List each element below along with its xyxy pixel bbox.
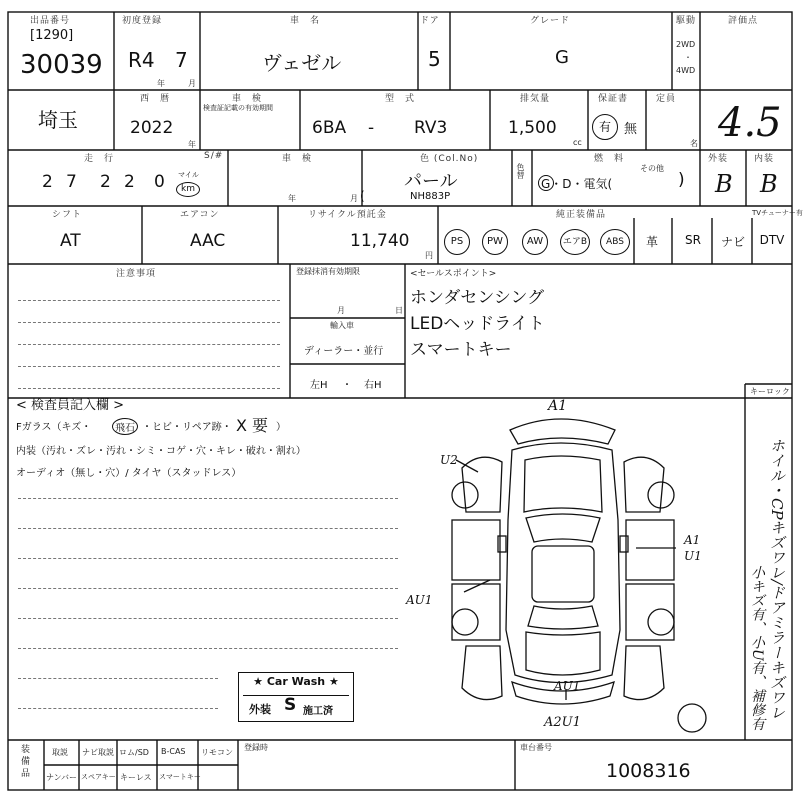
drive-label: 駆動 bbox=[676, 16, 697, 26]
aircon-label: エアコン bbox=[180, 210, 220, 220]
color-label: 色 (Col.No) bbox=[420, 154, 479, 164]
left-front-door-shape bbox=[452, 520, 500, 580]
footer-item: ロム/SD bbox=[119, 748, 149, 757]
wheel-rr-shape bbox=[648, 609, 674, 635]
car-wash-grade: S bbox=[284, 695, 297, 715]
mark-left-side: AU1 bbox=[406, 593, 433, 607]
caution-line bbox=[18, 366, 280, 367]
fuel-other-label: その他 bbox=[640, 164, 664, 173]
right-quarter-shape bbox=[624, 646, 664, 700]
reg-era: R4 bbox=[128, 48, 155, 72]
month-unit-3: 月 bbox=[350, 194, 358, 203]
equip-airbag: エアB bbox=[560, 229, 590, 255]
footer-item: ナンバー bbox=[46, 773, 78, 782]
footer-item: リモコン bbox=[201, 748, 233, 757]
sales-points-label: <セールスポイント> bbox=[410, 269, 497, 279]
footer-other-label: 登録時 bbox=[244, 743, 268, 752]
car-wash-right: 施工済 bbox=[303, 706, 333, 717]
inspector-line bbox=[18, 558, 398, 559]
interior-score: B bbox=[760, 170, 778, 198]
equip-abs: ABS bbox=[600, 229, 630, 255]
chassis-label: 車台番号 bbox=[520, 743, 552, 752]
repaint-label: 色替 bbox=[516, 163, 525, 179]
aircon-value: AAC bbox=[190, 231, 226, 251]
trunk-shape bbox=[526, 632, 600, 675]
equipment-label: 純正装備品 bbox=[556, 210, 607, 220]
model-label: 型 式 bbox=[385, 94, 416, 104]
shift-label: シフト bbox=[52, 210, 83, 220]
sales-point: LEDヘッドライト bbox=[410, 314, 545, 334]
shift-value: AT bbox=[60, 231, 81, 251]
car-name-label: 車 名 bbox=[290, 16, 321, 26]
key-lock-label: キーロック bbox=[750, 387, 790, 396]
color-value: パール bbox=[404, 171, 458, 192]
inspector-line bbox=[18, 498, 398, 499]
equip-aw: AW bbox=[522, 229, 548, 255]
vertical-note-1: ホイル・CPキズワレ/ドアミラーキズワレ bbox=[768, 438, 786, 720]
hood-shape bbox=[524, 456, 602, 512]
footer-item: B-CAS bbox=[161, 747, 186, 756]
paren-open: ( bbox=[360, 189, 365, 203]
recycle-label: リサイクル預託金 bbox=[308, 210, 387, 220]
import-value: ディーラー・並行 bbox=[304, 346, 384, 357]
reg-day-unit: 日 bbox=[395, 306, 403, 315]
left-quarter-shape bbox=[462, 646, 502, 700]
left-rear-door-shape bbox=[452, 584, 500, 640]
inspector-line-audio: オーディオ（無し・穴）/ タイヤ（スタッドレス） bbox=[16, 468, 242, 479]
drive-dot: ・ bbox=[684, 53, 692, 62]
exhibit-no-label: 出品番号 bbox=[30, 16, 71, 26]
displacement-value: 1,500 bbox=[508, 118, 557, 138]
exhibit-number: 30039 bbox=[20, 50, 103, 80]
inspector-line bbox=[18, 708, 218, 709]
fuel-label: 燃 料 bbox=[594, 154, 625, 164]
fuel-options: G・D・電気( bbox=[541, 177, 613, 191]
mirror-right-shape bbox=[620, 536, 628, 552]
caution-line bbox=[18, 300, 280, 301]
leader-u2 bbox=[456, 460, 478, 472]
mark-rear-bumper: AU1 bbox=[554, 679, 581, 693]
leader-left bbox=[464, 580, 490, 592]
car-name: ヴェゼル bbox=[262, 51, 342, 75]
exterior-score: B bbox=[715, 170, 733, 198]
warranty-label: 保証書 bbox=[598, 94, 629, 104]
interior-label: 内装 bbox=[754, 154, 775, 164]
reg-month: 7 bbox=[175, 48, 188, 72]
right-fender-shape bbox=[624, 457, 664, 512]
grade-label: グレード bbox=[530, 16, 571, 26]
lane-number: [1290] bbox=[30, 28, 74, 43]
inspection-label: 車 検 bbox=[232, 94, 263, 104]
spare-tire-shape bbox=[678, 704, 706, 732]
mileage-digit: 0 bbox=[154, 172, 165, 192]
roof-shape bbox=[532, 546, 594, 602]
year-unit-2: 年 bbox=[188, 140, 196, 149]
drive-4wd: 4WD bbox=[676, 66, 696, 75]
reg-expiry-label: 登録抹消有効期限 bbox=[296, 267, 360, 276]
right-rear-door-shape bbox=[626, 584, 674, 640]
mark-right-2: U1 bbox=[684, 549, 702, 563]
chassis-number: 1008316 bbox=[606, 760, 691, 782]
body-outline-shape bbox=[506, 443, 620, 683]
inspector-title: < 検査員記入欄 > bbox=[16, 398, 125, 413]
wheel-lr-shape bbox=[452, 609, 478, 635]
mileage-label: 走 行 bbox=[84, 154, 115, 164]
door-label: ドア bbox=[420, 16, 440, 26]
inspector-line bbox=[18, 648, 398, 649]
inspection-sub: 検査証記載の有効期間 bbox=[203, 104, 273, 112]
warranty-yes: 有 bbox=[592, 114, 618, 140]
mileage-unit-km: km bbox=[176, 182, 200, 197]
model-code: RV3 bbox=[414, 118, 448, 138]
year-value: 2022 bbox=[130, 118, 174, 138]
month-unit: 月 bbox=[188, 79, 196, 88]
capacity-label: 定員 bbox=[656, 94, 677, 104]
caution-line bbox=[18, 344, 280, 345]
mileage-digit: 2 bbox=[124, 172, 135, 192]
year-unit: 年 bbox=[157, 79, 165, 88]
car-wash-left: 外装 bbox=[249, 703, 271, 716]
inspector-line bbox=[18, 678, 218, 679]
sales-point: スマートキー bbox=[410, 340, 512, 360]
cc-unit: cc bbox=[573, 138, 582, 147]
front-bumper-shape bbox=[510, 419, 615, 444]
person-unit: 名 bbox=[690, 139, 698, 148]
car-wash-stamp bbox=[238, 672, 354, 722]
model-prefix: 6BA bbox=[312, 118, 347, 138]
mileage-digit: 2 bbox=[100, 172, 111, 192]
fuel-close: ) bbox=[678, 170, 685, 190]
inspector-line bbox=[18, 618, 398, 619]
import-label: 輸入車 bbox=[330, 321, 354, 330]
mirror-left-shape bbox=[498, 536, 506, 552]
year-unit-3: 年 bbox=[288, 194, 296, 203]
yen-unit: 円 bbox=[425, 251, 433, 260]
footer-equip-label: 装備品 bbox=[19, 744, 29, 780]
caution-line bbox=[18, 322, 280, 323]
overall-score: 4.5 bbox=[718, 100, 782, 146]
mark-left-front: U2 bbox=[440, 453, 458, 467]
grade-value: G bbox=[555, 47, 569, 68]
left-fender-shape bbox=[462, 457, 502, 512]
year-label: 西 暦 bbox=[140, 94, 171, 104]
mark-front: A1 bbox=[548, 398, 568, 414]
tv-tuner-label: TVチューナー有 bbox=[752, 209, 803, 217]
mark-rear: A2U1 bbox=[544, 715, 581, 730]
equip-sunroof: SR bbox=[685, 233, 701, 247]
handle-right: 右H bbox=[364, 380, 382, 391]
caution-label: 注意事項 bbox=[116, 269, 157, 279]
car-wash-title: ★ Car Wash ★ bbox=[253, 675, 339, 688]
sales-point: ホンダセンシング bbox=[410, 288, 545, 308]
mark-right-1: A1 bbox=[684, 533, 701, 547]
location: 埼玉 bbox=[38, 108, 78, 132]
mileage-digit: 2 bbox=[42, 172, 53, 192]
equip-ps: PS bbox=[444, 229, 470, 255]
recycle-fee: 11,740 bbox=[350, 231, 410, 251]
caution-line bbox=[18, 388, 280, 389]
footer-item: スペアキー bbox=[81, 773, 116, 781]
footer-item: スマートキー bbox=[159, 773, 201, 781]
exterior-label: 外装 bbox=[708, 154, 729, 164]
windshield-shape bbox=[526, 514, 600, 542]
warranty-no: 無 bbox=[624, 122, 638, 137]
color-number: NH883P bbox=[410, 191, 451, 202]
equip-leather: 革 bbox=[645, 235, 658, 249]
rear-window-shape bbox=[528, 606, 598, 629]
inspector-line bbox=[18, 588, 398, 589]
displacement-label: 排気量 bbox=[520, 94, 551, 104]
car-diagram bbox=[406, 398, 740, 740]
first-reg-label: 初度登録 bbox=[122, 16, 163, 26]
footer-item: キーレス bbox=[120, 773, 152, 782]
footer-item: 取説 bbox=[52, 748, 68, 757]
inspector-line bbox=[18, 528, 398, 529]
drive-2wd: 2WD bbox=[676, 40, 696, 49]
mileage-unit-mile: マイル bbox=[178, 171, 199, 179]
equip-navi: ナビ bbox=[720, 235, 745, 249]
door-count: 5 bbox=[428, 47, 441, 71]
equip-pw: PW bbox=[482, 229, 508, 255]
glass-mark: X 要 bbox=[236, 416, 269, 435]
glass-chip-circled: 飛石 bbox=[112, 418, 138, 435]
inspector-line-interior: 内装（汚れ・ズレ・汚れ・シミ・コゲ・穴・キレ・破れ・割れ） bbox=[16, 446, 306, 457]
inspection-date-label: 車 検 bbox=[282, 154, 313, 164]
vertical-note-2: 小キズ有、小U有、補修有 bbox=[749, 565, 765, 731]
handle-dot: ・ bbox=[342, 380, 352, 391]
equip-dtv: DTV bbox=[759, 233, 785, 247]
right-front-door-shape bbox=[626, 520, 674, 580]
model-dash: - bbox=[368, 118, 375, 138]
handle-left: 左H bbox=[310, 380, 328, 391]
s-label: S/# bbox=[204, 151, 224, 161]
score-label: 評価点 bbox=[728, 16, 759, 26]
mileage-digit: 7 bbox=[66, 172, 77, 192]
footer-item: ナビ取説 bbox=[82, 748, 114, 757]
reg-month-unit: 月 bbox=[337, 306, 345, 315]
